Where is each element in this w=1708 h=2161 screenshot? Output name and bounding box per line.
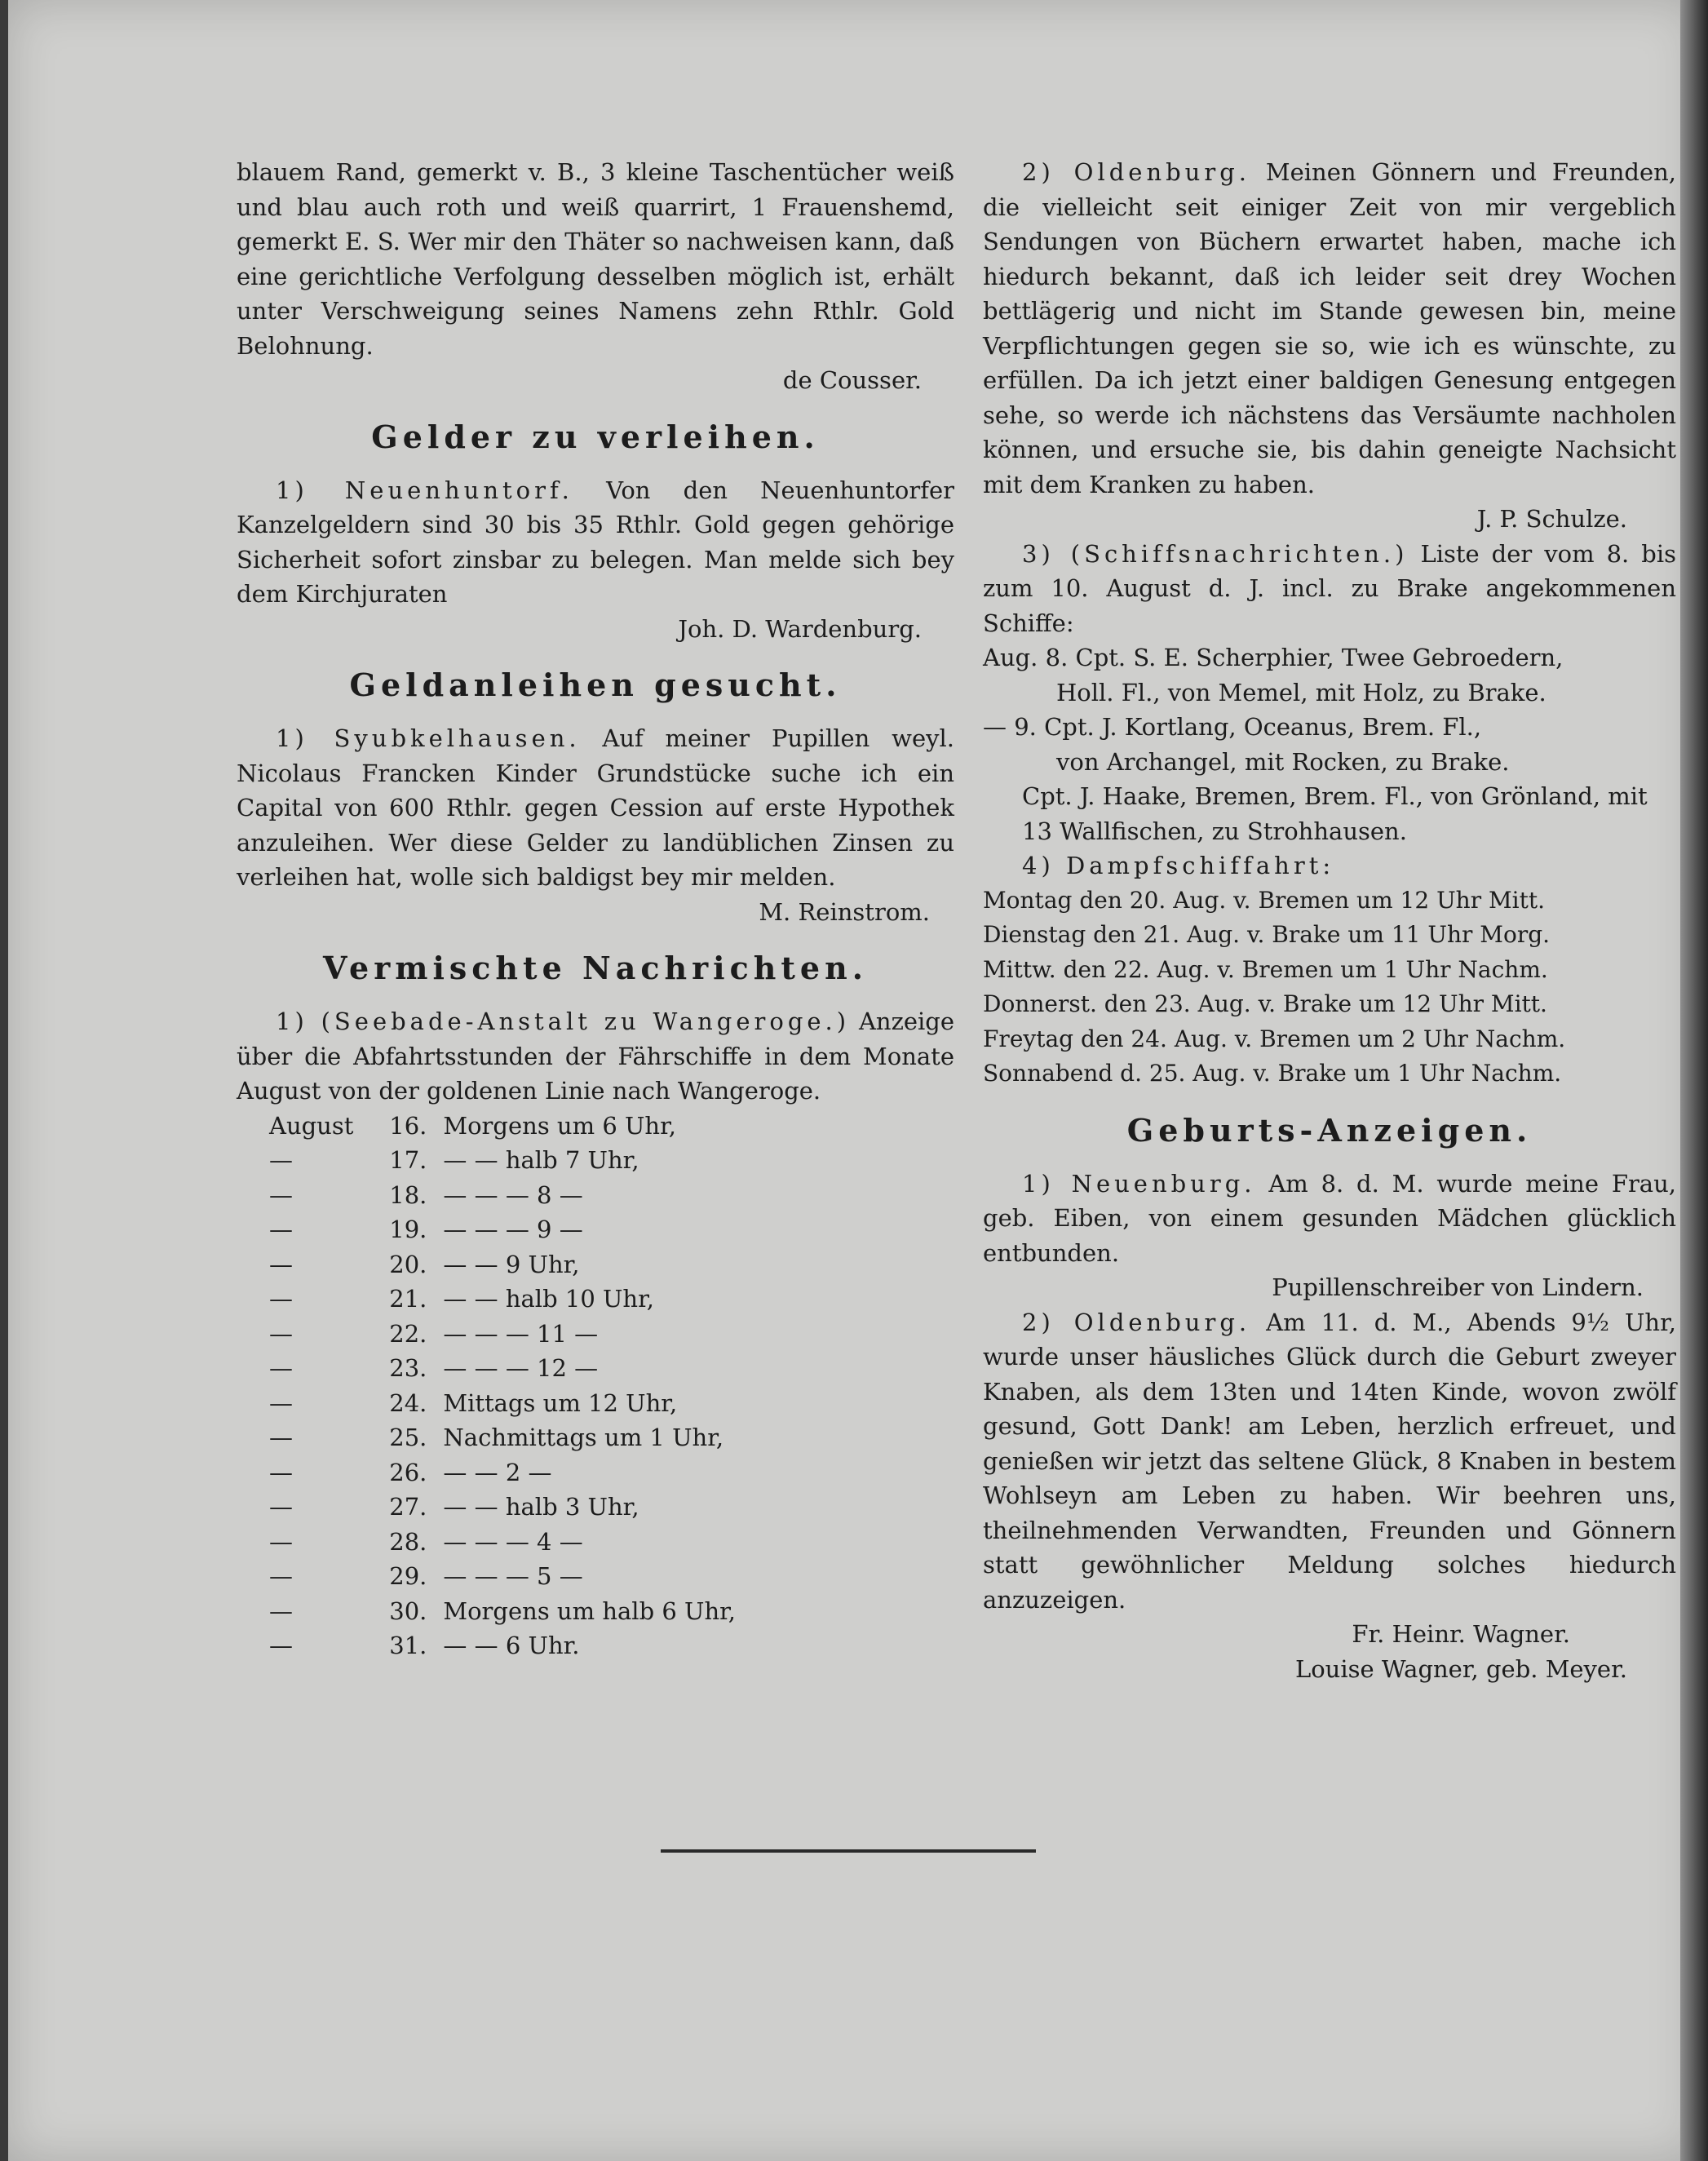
birth-signature-2b: Louise Wagner, geb. Meyer. bbox=[1294, 1654, 1627, 1683]
schedule-time: — — — 12 — bbox=[443, 1354, 599, 1383]
birth-notice-neuenburg bbox=[983, 1167, 1676, 1271]
steamship-heading bbox=[983, 848, 1676, 883]
schedule-day: 28. bbox=[389, 1527, 427, 1556]
notice-continuation: blauem Rand, gemerkt v. B., 3 kleine Taschentücher weiß und blau auch roth und weiß quarrirt, 1 Frauenshemd, gemerkt E. S. Wer mir den Thäter so nachweisen kann, daß eine gerichtliche Verfolgung desselben möglich ist, erhält unter Verschweigung seines Namens zehn Rthlr. Gold Belohnung. bbox=[237, 158, 954, 360]
notice-text: Am 8. d. M. wurde meine Frau, geb. Eiben, von einem gesunden Mädchen glücklich entbunden. bbox=[983, 1169, 1676, 1267]
steamship-row: Freytag den 24. Aug. v. Bremen um 2 Uhr Nachm. bbox=[983, 1025, 1566, 1052]
page-edge bbox=[1680, 0, 1708, 2161]
notice-text: Von den Neuenhuntorfer Kanzelgeldern sind 30 bis 35 Rthlr. Gold gegen gehörige Sicherheit sofort zinsbar zu belegen. Man melde sich bey dem Kirchjuraten bbox=[237, 476, 955, 608]
schedule-month: — bbox=[269, 1424, 293, 1452]
left-column bbox=[237, 155, 954, 1663]
place-name: 2) Oldenburg. bbox=[1022, 1308, 1251, 1336]
schedule-day: 23. bbox=[389, 1354, 427, 1383]
schedule-day: 26. bbox=[389, 1458, 427, 1486]
schedule-time: — — halb 3 Uhr, bbox=[443, 1493, 639, 1521]
steamship-row: Dienstag den 21. Aug. v. Brake um 11 Uhr Morg. bbox=[983, 921, 1551, 948]
schedule-month: — bbox=[269, 1527, 293, 1556]
schedule-day: 17. bbox=[389, 1146, 427, 1175]
schedule-month: — bbox=[269, 1285, 293, 1313]
loan-notice-neuenhuntorf bbox=[237, 473, 954, 612]
schedule-day: 18. bbox=[389, 1180, 427, 1209]
steamship-row: Sonnabend d. 25. Aug. v. Brake um 1 Uhr Nachm. bbox=[983, 1060, 1562, 1087]
schedule-row bbox=[261, 1420, 744, 1455]
schedule-row bbox=[261, 1594, 744, 1629]
schedule-row bbox=[261, 1143, 744, 1178]
schedule-day: 25. bbox=[389, 1424, 427, 1452]
schedule-row bbox=[261, 1247, 744, 1282]
schedule-month: — bbox=[269, 1250, 293, 1278]
schedule-time: — — — 8 — bbox=[443, 1180, 583, 1209]
steamship-row: Mittw. den 22. Aug. v. Bremen um 1 Uhr Nachm. bbox=[983, 955, 1548, 983]
ship-entry: Cpt. J. Haake, Bremen, Brem. Fl., von Grönland, mit 13 Wallfischen, zu Strohhausen. bbox=[1022, 782, 1648, 845]
schedule-time: Morgens um 6 Uhr, bbox=[443, 1111, 677, 1140]
loan-request-signature: M. Reinstrom. bbox=[759, 897, 930, 926]
ship-entry-continuation: von Archangel, mit Rocken, zu Brake. bbox=[1056, 747, 1510, 776]
loan-signature: Joh. D. Wardenburg. bbox=[678, 614, 922, 643]
schedule-day: 29. bbox=[389, 1562, 427, 1591]
schedule-row bbox=[261, 1525, 744, 1560]
schedule-month: — bbox=[269, 1354, 293, 1383]
schedule-day: 16. bbox=[389, 1111, 427, 1140]
place-name: 4) Dampfschiffahrt: bbox=[1022, 852, 1335, 879]
place-name: 1) (Seebade-Anstalt zu Wangeroge.) bbox=[276, 1007, 851, 1035]
schedule-month: — bbox=[269, 1388, 293, 1417]
schedule-month: — bbox=[269, 1216, 293, 1244]
schedule-month: — bbox=[269, 1146, 293, 1175]
schedule-row bbox=[261, 1490, 744, 1525]
schedule-time: — — — 4 — bbox=[443, 1527, 583, 1556]
ship-entry: Aug. 8. Cpt. S. E. Scherphier, Twee Gebroedern, bbox=[983, 644, 1564, 671]
schedule-row bbox=[261, 1212, 744, 1247]
newspaper-page bbox=[8, 0, 1697, 2161]
place-name: 1) Syubkelhausen. bbox=[276, 724, 581, 752]
seebade-notice bbox=[237, 1004, 954, 1109]
schedule-row bbox=[261, 1386, 744, 1421]
schedule-day: 19. bbox=[389, 1216, 427, 1244]
schedule-day: 24. bbox=[389, 1388, 427, 1417]
notice-text: Meinen Gönnern und Freunden, die vielleicht seit einiger Zeit von mir vergeblich Sendungen von Büchern erwartet haben, mache ich hiedurch bekannt, daß ich leider seit drey Wochen bettlägerig und nicht im Stande gewesen bin, meine Verpflichtungen gegen sie so, wie ich es wünschte, zu erfüllen. Da ich jetzt einer baldigen Genesung entgegen sehe, so werde ich nächstens das Versäumte nachholen können, und ersuche sie, bis dahin geneigte Nachsicht mit dem Kranken zu haben. bbox=[983, 158, 1677, 498]
steamship-row: Montag den 20. Aug. v. Bremen um 12 Uhr Mitt. bbox=[983, 886, 1546, 914]
schedule-time: — — 6 Uhr. bbox=[443, 1632, 580, 1660]
schedule-month: — bbox=[269, 1458, 293, 1486]
schedule-time: — — — 5 — bbox=[443, 1562, 583, 1591]
section-heading-loans-offered: Gelder zu verleihen. bbox=[371, 418, 820, 455]
ship-news-notice bbox=[983, 537, 1676, 641]
ship-entry-continuation: Holl. Fl., von Memel, mit Holz, zu Brake. bbox=[1056, 678, 1546, 706]
schedule-month: — bbox=[269, 1632, 293, 1660]
place-name: 3) (Schiffsnachrichten.) bbox=[1022, 539, 1409, 568]
schedule-month: — bbox=[269, 1562, 293, 1591]
notice-signature: de Cousser. bbox=[782, 366, 922, 394]
birth-signature-1: Pupillenschreiber von Lindern. bbox=[1272, 1273, 1644, 1301]
schedule-row bbox=[261, 1178, 744, 1213]
schedule-row bbox=[261, 1559, 744, 1594]
ship-list bbox=[983, 640, 1676, 848]
end-rule-divider bbox=[661, 1849, 1036, 1853]
schedule-day: 21. bbox=[389, 1285, 427, 1313]
schedule-day: 27. bbox=[389, 1493, 427, 1521]
notice-text: Auf meiner Pupillen weyl. Nicolaus Francken Kinder Grundstücke suche ich ein Capital von 600 Rthlr. gegen Cession auf erste Hypothek anzuleihen. Wer diese Gelder zu landüblichen Zinsen zu verleihen hat, wolle sich baldigst bey mir melden. bbox=[237, 724, 954, 891]
schedule-row bbox=[261, 1109, 744, 1144]
schedule-month: — bbox=[269, 1180, 293, 1209]
ship-entry: — 9. Cpt. J. Kortlang, Oceanus, Brem. Fl., bbox=[983, 713, 1482, 741]
section-heading-misc-news: Vermischte Nachrichten. bbox=[323, 950, 868, 986]
schedule-row bbox=[261, 1628, 744, 1663]
schedule-time: — — — 9 — bbox=[443, 1216, 583, 1244]
place-name: 1) Neuenhuntorf. bbox=[276, 476, 573, 504]
schedule-day: 30. bbox=[389, 1596, 427, 1625]
schedule-time: Morgens um halb 6 Uhr, bbox=[443, 1596, 737, 1625]
schedule-row bbox=[261, 1317, 744, 1352]
notice-text: Anzeige über die Abfahrtsstunden der Fährschiffe in dem Monate August von der goldenen Linie nach Wangeroge. bbox=[237, 1007, 955, 1105]
steamship-row: Donnerst. den 23. Aug. v. Brake um 12 Uhr Mitt. bbox=[983, 990, 1547, 1017]
birth-signature-2a: Fr. Heinr. Wagner. bbox=[1352, 1620, 1570, 1648]
schedule-month: — bbox=[269, 1596, 293, 1625]
schedule-time: — — 2 — bbox=[443, 1458, 552, 1486]
schedule-month: — bbox=[269, 1493, 293, 1521]
schedule-time: Nachmittags um 1 Uhr, bbox=[443, 1424, 724, 1452]
bookseller-signature: J. P. Schulze. bbox=[1476, 505, 1627, 533]
schedule-time: — — 9 Uhr, bbox=[443, 1250, 580, 1278]
schedule-time: Mittags um 12 Uhr, bbox=[443, 1388, 678, 1417]
ferry-schedule-table bbox=[261, 1109, 744, 1663]
notice-text: Am 11. d. M., Abends 9½ Uhr, wurde unser häusliches Glück durch die Geburt zweyer Knaben, als dem 13ten und 14ten Kinde, wovon zwölf gesund, Gott Dank! am Leben, herzlich erfreuet, und genießen wir jetzt das seltene Glück, 8 Knaben in bestem Wohlseyn am Leben zu haben. Wir beehren uns, theilnehmenden Verwandten, Freunden und Gönnern statt gewöhnlicher Meldung solches hiedurch anzuzeigen. bbox=[983, 1308, 1676, 1614]
schedule-time: — — halb 7 Uhr, bbox=[443, 1146, 639, 1175]
schedule-day: 22. bbox=[389, 1319, 427, 1348]
notice-text: Liste der vom 8. bis zum 10. August d. J. incl. zu Brake angekommenen Schiffe: bbox=[983, 539, 1676, 637]
place-name: 1) Neuenburg. bbox=[1022, 1169, 1256, 1198]
schedule-day: 20. bbox=[389, 1250, 427, 1278]
bookseller-notice bbox=[983, 155, 1676, 502]
place-name: 2) Oldenburg. bbox=[1022, 158, 1251, 186]
loan-request-notice bbox=[237, 721, 954, 895]
section-heading-birth-notices: Geburts-Anzeigen. bbox=[1126, 1111, 1533, 1149]
section-heading-loans-wanted: Geldanleihen gesucht. bbox=[349, 666, 842, 703]
schedule-month: — bbox=[269, 1319, 293, 1348]
schedule-month: August bbox=[269, 1111, 354, 1140]
schedule-row bbox=[261, 1455, 744, 1490]
schedule-row bbox=[261, 1351, 744, 1386]
right-column bbox=[983, 155, 1676, 1686]
schedule-time: — — — 11 — bbox=[443, 1319, 599, 1348]
schedule-day: 31. bbox=[389, 1632, 427, 1660]
steamship-schedule bbox=[983, 883, 1676, 1092]
birth-notice-oldenburg bbox=[983, 1305, 1676, 1618]
schedule-time: — — halb 10 Uhr, bbox=[443, 1285, 654, 1313]
schedule-row bbox=[261, 1282, 744, 1317]
